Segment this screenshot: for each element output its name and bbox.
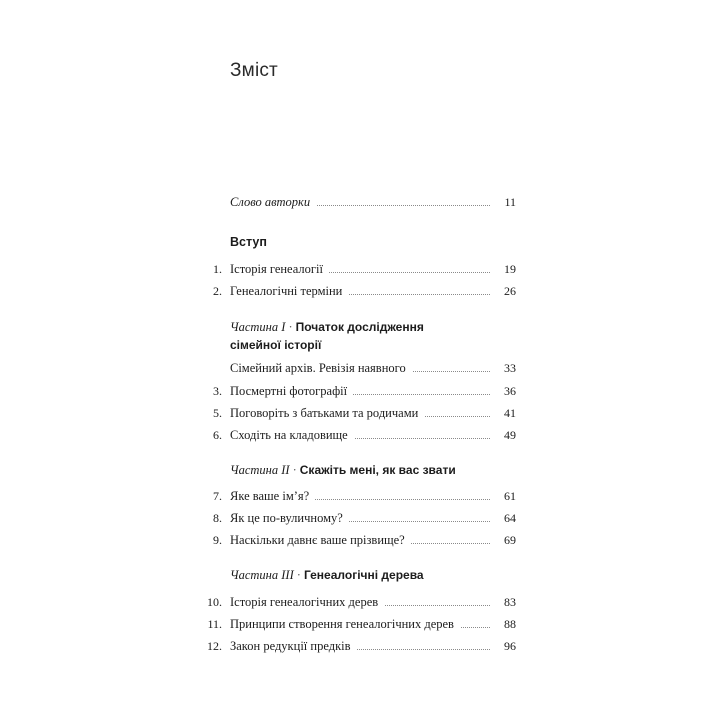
part-separator: · [292, 463, 297, 477]
toc-entry-number: 12. [207, 639, 222, 653]
toc-entry-text: Генеалогічні терміни [230, 281, 348, 301]
toc-entry [196, 381, 516, 401]
toc-entry [196, 403, 516, 423]
toc-entry [196, 614, 516, 634]
toc-entry [196, 592, 516, 612]
toc-page-number: 36 [490, 381, 516, 401]
part-label: Частина III [230, 568, 294, 582]
part-title: Скажіть мені, як вас звати [299, 463, 456, 477]
toc-entry [196, 259, 516, 279]
toc-page-number: 19 [490, 259, 516, 279]
toc-page-number: 33 [490, 358, 516, 378]
toc-entry [196, 508, 516, 528]
part-heading-1 [230, 318, 470, 354]
toc-entry-text: Історія генеалогічних дерев [230, 592, 384, 612]
toc-entry-number: 5. [213, 406, 222, 420]
part-heading-3 [230, 566, 470, 584]
part-title: Початок дослідження сімейної історії [230, 320, 424, 352]
toc-entry [196, 281, 516, 301]
toc-entry-text: Наскільки давнє ваше прізвище? [230, 530, 411, 550]
toc-page-number: 96 [490, 636, 516, 656]
toc-page-number: 83 [490, 592, 516, 612]
toc-entry-text: Яке ваше ім’я? [230, 486, 315, 506]
toc-page-number: 61 [490, 486, 516, 506]
part-label: Частина II [230, 463, 290, 477]
toc-entry-text: Сходіть на кладовище [230, 425, 354, 445]
toc-entry-text: Посмертні фотографії [230, 381, 353, 401]
part-label: Частина I [230, 320, 286, 334]
toc-entry [196, 486, 516, 506]
toc-entry-text: Історія генеалогії [230, 259, 329, 279]
toc-entry-text: Закон редукції предків [230, 636, 357, 656]
toc-page-number: 11 [490, 192, 516, 212]
toc-entry-number: 3. [213, 384, 222, 398]
part-title: Генеалогічні дерева [303, 568, 424, 582]
toc-page-number: 88 [490, 614, 516, 634]
toc-entry [196, 530, 516, 550]
toc-entry-number: 7. [213, 489, 222, 503]
toc-entry-text: Принципи створення генеалогічних дерев [230, 614, 460, 634]
toc-entry-text: Слово авторки [230, 192, 316, 212]
part-separator: · [288, 320, 293, 334]
toc-entry-number: 10. [207, 595, 222, 609]
toc-entry-number: 1. [213, 262, 222, 276]
toc-entry-number: 2. [213, 284, 222, 298]
toc-entry-foreword [196, 192, 516, 212]
page-title: Зміст [230, 60, 278, 81]
toc-entry [196, 636, 516, 656]
toc-page-number: 26 [490, 281, 516, 301]
toc-page-number: 64 [490, 508, 516, 528]
toc-page-number: 41 [490, 403, 516, 423]
toc-entry-text: Сімейний архів. Ревізія наявного [230, 358, 412, 378]
toc-page-number: 69 [490, 530, 516, 550]
toc-entry-number: 6. [213, 428, 222, 442]
section-heading-intro: Вступ [230, 235, 267, 249]
toc-entry [196, 358, 516, 378]
toc-entry-text: Поговоріть з батьками та родичами [230, 403, 424, 423]
toc-entry-number: 8. [213, 511, 222, 525]
part-separator: · [296, 568, 301, 582]
toc-entry-text: Як це по-вуличному? [230, 508, 349, 528]
toc-entry [196, 425, 516, 445]
part-heading-2 [230, 461, 470, 479]
toc-page-number: 49 [490, 425, 516, 445]
toc-entry-number: 9. [213, 533, 222, 547]
toc-entry-number: 11. [207, 617, 222, 631]
